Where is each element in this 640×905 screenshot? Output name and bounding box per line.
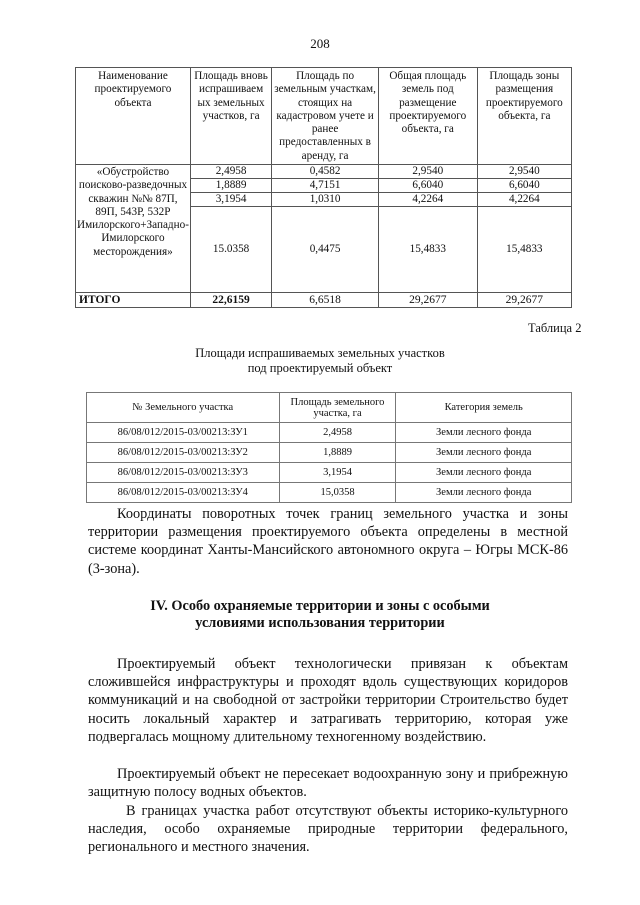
table-cell: 15,4833 <box>477 207 571 293</box>
paragraph-coordinates: Координаты поворотных точек границ земельного участка и зоны территории размещения проектируемого объекта определены в местной системе координат Ханты-Мансийского автономного округа – Югры МСК-86 (3-зона). <box>88 506 568 577</box>
column-header: Площадь зоны размещения проектируемого объекта, га <box>477 68 571 165</box>
table-row <box>87 443 572 463</box>
plot-area-cell: 15,0358 <box>279 483 396 503</box>
table-caption <box>0 346 640 376</box>
table-cell: 6,6040 <box>378 179 477 193</box>
table-cell: 4,2264 <box>477 193 571 207</box>
plot-area-cell: 1,8889 <box>279 443 396 463</box>
column-header: Площадь вновь испрашиваем ых земельных участков, га <box>190 68 271 165</box>
total-cell: 29,2677 <box>477 293 571 308</box>
table-cell: 3,1954 <box>190 193 271 207</box>
table-cell: 2,4958 <box>190 165 271 179</box>
table-number-label: Таблица 2 <box>528 321 582 335</box>
land-category-cell: Земли лесного фонда <box>396 423 572 443</box>
paragraph-object: Проектируемый объект технологически привязан к объектам сложившейся инфраструктуры и проходят вдоль существующих коридоров коммуникаций и на свободной от застройки территории Строительство будет носить локальный характер и затрагивать территорию, которая уже подвергалась мощному длительному техногенному воздействию. <box>88 656 568 745</box>
land-category-cell: Земли лесного фонда <box>396 443 572 463</box>
land-area-summary-table <box>75 67 572 308</box>
total-label: ИТОГО <box>76 293 191 308</box>
table-cell: 2,9540 <box>477 165 571 179</box>
table-cell: 15,4833 <box>378 207 477 293</box>
total-cell: 22,6159 <box>190 293 271 308</box>
land-plots-table <box>86 392 572 503</box>
plot-number-cell: 86/08/012/2015-03/00213:ЗУ3 <box>87 463 280 483</box>
paragraph-heritage: В границах участка работ отсутствуют объекты историко-культурного наследия, особо охраняемые природные территории федерального, регионального и местного значения. <box>88 803 568 856</box>
column-header: Площадь земельного участка, га <box>279 393 396 423</box>
caption-line: под проектируемый объект <box>247 361 393 375</box>
table-cell: 2,9540 <box>378 165 477 179</box>
table-header-row <box>87 393 572 423</box>
page-number: 208 <box>310 36 330 51</box>
table-cell: 6,6040 <box>477 179 571 193</box>
column-header: Площадь по земельным участкам, стоящих на кадастровом учете и ранее предоставленных в аренду, га <box>272 68 379 165</box>
table-cell: 4,2264 <box>378 193 477 207</box>
table-row <box>76 165 572 179</box>
column-header: № Земельного участка <box>87 393 280 423</box>
table-cell: 0,4582 <box>272 165 379 179</box>
land-category-cell: Земли лесного фонда <box>396 483 572 503</box>
object-name-cell: «Обустройство поисково-разведочных скважин №№ 87П, 89П, 543Р, 532Р Имилорского+Западно-Имилорского месторождения» <box>76 165 191 293</box>
plot-area-cell: 2,4958 <box>279 423 396 443</box>
table-cell: 1,8889 <box>190 179 271 193</box>
table-cell: 4,7151 <box>272 179 379 193</box>
table-row <box>87 423 572 443</box>
table-cell: 1,0310 <box>272 193 379 207</box>
column-header: Категория земель <box>396 393 572 423</box>
plot-number-cell: 86/08/012/2015-03/00213:ЗУ4 <box>87 483 280 503</box>
plot-number-cell: 86/08/012/2015-03/00213:ЗУ1 <box>87 423 280 443</box>
table-cell: 15.0358 <box>190 207 271 293</box>
land-category-cell: Земли лесного фонда <box>396 463 572 483</box>
plot-number-cell: 86/08/012/2015-03/00213:ЗУ2 <box>87 443 280 463</box>
paragraph-water: Проектируемый объект не пересекает водоохранную зону и прибрежную защитную полосу водных объектов. <box>88 766 568 801</box>
column-header: Наименование проектируемого объекта <box>76 68 191 165</box>
table-row <box>87 463 572 483</box>
plot-area-cell: 3,1954 <box>279 463 396 483</box>
total-row <box>76 293 572 308</box>
table-row <box>87 483 572 503</box>
heading-line: условиями использования территории <box>195 615 445 631</box>
total-cell: 29,2677 <box>378 293 477 308</box>
table-header-row <box>76 68 572 165</box>
total-cell: 6,6518 <box>272 293 379 308</box>
heading-line: IV. Особо охраняемые территории и зоны с особыми <box>150 598 490 614</box>
section-heading <box>0 598 640 632</box>
table-cell: 0,4475 <box>272 207 379 293</box>
caption-line: Площади испрашиваемых земельных участков <box>195 346 445 360</box>
column-header: Общая площадь земель под размещение проектируемого объекта, га <box>378 68 477 165</box>
